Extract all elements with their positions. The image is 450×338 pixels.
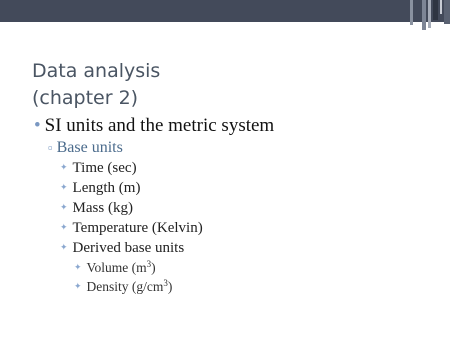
top-header-band	[0, 0, 450, 22]
bullet-level3-text: Temperature (Kelvin)	[72, 220, 203, 236]
bullet-diamond-icon: ✦	[74, 281, 82, 291]
density-superscript: 3	[163, 278, 168, 288]
volume-close: )	[151, 260, 156, 275]
bullet-diamond-icon: ✦	[60, 242, 68, 252]
decorative-stripe	[422, 0, 426, 30]
volume-text: Volume (m	[86, 260, 147, 275]
decorative-stripe	[410, 0, 413, 25]
bullet-diamond-icon: ✦	[60, 222, 68, 232]
decorative-stripe	[440, 0, 442, 14]
bullet-level3-item	[60, 240, 184, 257]
bullet-level3-text: Mass (kg)	[72, 200, 133, 216]
bullet-square-icon: ▫	[48, 140, 53, 155]
bullet-level3-item	[60, 160, 137, 177]
bullet-level3-item	[60, 180, 140, 197]
bullet-level2	[48, 139, 123, 157]
bullet-level3-text: Time (sec)	[72, 160, 137, 176]
density-text: Density (g/cm	[86, 279, 164, 294]
slide-title-line2: (chapter 2)	[32, 87, 139, 109]
bullet-level1-text: SI units and the metric system	[44, 115, 275, 136]
volume-superscript: 3	[146, 259, 152, 269]
density-close: )	[167, 279, 173, 294]
bullet-level4-item	[74, 278, 172, 295]
bullet-level3-text: Derived base units	[72, 240, 185, 256]
bullet-level3-text: Length (m)	[72, 180, 141, 196]
bullet-diamond-icon: ✦	[74, 262, 82, 272]
bullet-level4-item	[74, 259, 156, 276]
bullet-level3-item	[60, 220, 203, 237]
bullet-level3-item	[60, 200, 133, 217]
decorative-stripe	[444, 0, 450, 24]
bullet-level1	[34, 115, 274, 137]
decorative-stripe	[433, 0, 438, 20]
decorative-stripe	[428, 0, 431, 28]
slide-title	[32, 58, 160, 112]
bullet-dot-icon: •	[34, 115, 41, 136]
bullet-diamond-icon: ✦	[60, 162, 68, 172]
slide-title-line1: Data analysis	[32, 60, 161, 82]
bullet-diamond-icon: ✦	[60, 182, 68, 192]
bullet-level2-text: Base units	[56, 139, 123, 156]
bullet-diamond-icon: ✦	[60, 202, 68, 212]
